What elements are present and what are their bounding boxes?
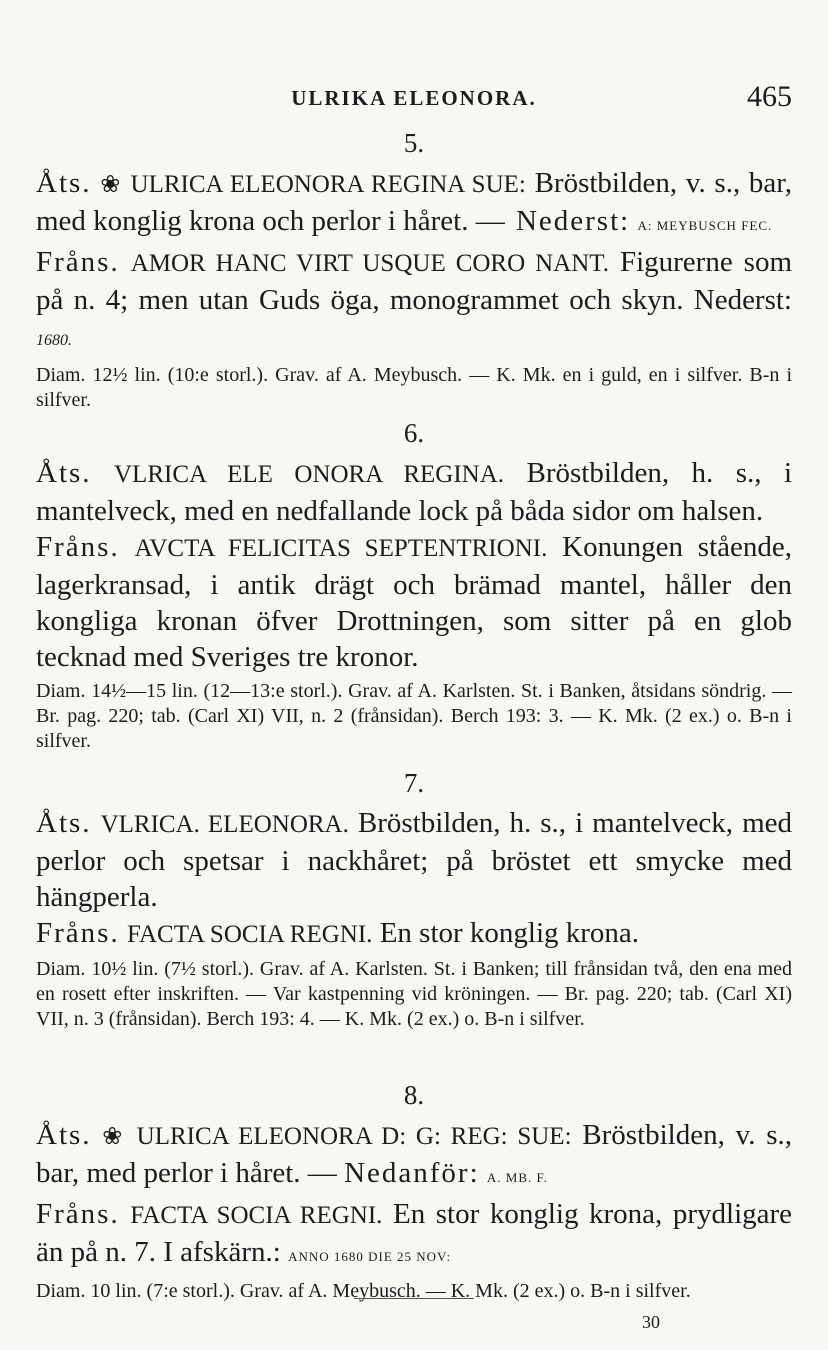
obverse-description: Bröstbilden, h. s., i mantelveck, med en nedfallande lock på båda sidor om halsen. xyxy=(36,457,793,527)
entry-note: Diam. 10 lin. (7:e storl.). Grav. af A. Meybusch. — K. Mk. (2 ex.) o. B-n i silfver. xyxy=(36,1280,691,1302)
obverse-paragraph xyxy=(36,455,792,529)
engraver-signature: A: MEYBUSCH FEC. xyxy=(637,218,773,233)
reverse-paragraph xyxy=(36,244,792,359)
reverse-description: Figurerne som på n. 4; men utan Guds öga, monogrammet och skyn. xyxy=(36,246,793,316)
page-footer xyxy=(36,1298,792,1338)
entry-note: Diam. 14½—15 lin. (12—13:e storl.). Grav. af A. Karlsten. St. i Banken, åtsidans söndrig. — Br. pag. 220; tab. (Carl XI) VII, n. 2 (frånsidan). Berch 193: 3. — K. Mk. (2 ex.) o. B-n i silfver. xyxy=(36,680,792,752)
obverse-legend: ULRICA ELEONORA D: G: REG: SUE: xyxy=(136,1123,572,1150)
reverse-label: Fråns. xyxy=(36,1198,120,1230)
rosette-icon: ❀ xyxy=(100,172,122,198)
obverse-legend: ULRICA ELEONORA REGINA SUE: xyxy=(130,171,526,198)
reverse-legend: FACTA SOCIA REGNI. xyxy=(126,921,373,948)
below-label: Nedanför: xyxy=(344,1157,480,1189)
medal-entry-8 xyxy=(36,1080,792,1304)
obverse-paragraph xyxy=(36,805,792,915)
reverse-below-label: Nederst: xyxy=(693,284,792,316)
reverse-description: En stor konglig krona, prydligare än på n. 7. I afskärn.: xyxy=(36,1198,793,1268)
obverse-label: Åts. xyxy=(36,457,92,489)
reverse-exergue: ANNO 1680 DIE 25 NOV: xyxy=(288,1249,452,1264)
engraver-signature: A. MB. F. xyxy=(486,1170,548,1185)
reverse-description: Konungen stående, lagerkransad, i antik drägt och brämad mantel, håller den kongliga kronan öfver Drottningen, som sitter på en glob tecknad med Sveriges tre kronor. xyxy=(36,531,793,673)
reverse-legend: AMOR HANC VIRT USQUE CORO NANT. xyxy=(130,250,609,277)
obverse-label: Åts. xyxy=(36,807,92,839)
rosette-icon: ❀ xyxy=(102,1124,126,1150)
obverse-paragraph xyxy=(36,165,792,244)
obverse-legend: VLRICA ELE ONORA REGINA. xyxy=(114,461,505,488)
obverse-description: Bröstbilden, v. s., bar, med konglig krona och perlor i håret. xyxy=(36,167,793,237)
entry-number: 5. xyxy=(403,128,425,158)
reverse-paragraph xyxy=(36,529,792,675)
entry-number: 6. xyxy=(403,418,425,448)
page-number: 465 xyxy=(747,80,792,113)
below-label: — Nederst: xyxy=(475,205,631,237)
reverse-label: Fråns. xyxy=(36,531,120,563)
obverse-label: Åts. xyxy=(36,1119,92,1151)
reverse-paragraph xyxy=(36,1196,792,1275)
reverse-label: Fråns. xyxy=(36,917,120,949)
medal-entry-7 xyxy=(36,768,792,1032)
reverse-below-value: 1680. xyxy=(36,332,72,349)
entry-number: 8. xyxy=(403,1080,425,1110)
reverse-description: En stor konglig krona. xyxy=(379,917,640,949)
medal-entry-6 xyxy=(36,418,792,754)
obverse-paragraph xyxy=(36,1117,792,1196)
obverse-description: Bröstbilden, v. s., bar, med perlor i håret. — xyxy=(36,1119,793,1189)
medal-entry-5 xyxy=(36,128,792,413)
reverse-legend: AVCTA FELICITAS SEPTENTRIONI. xyxy=(134,535,548,562)
running-title: ULRIKA ELEONORA. xyxy=(291,86,537,110)
obverse-legend: VLRICA. ELEONORA. xyxy=(100,811,349,838)
page-header xyxy=(36,80,792,120)
entry-note: Diam. 12½ lin. (10:e storl.). Grav. af A. Meybusch. — K. Mk. en i guld, en i silfver. B-n i silfver. xyxy=(36,364,792,411)
footer-rule xyxy=(354,1298,474,1299)
reverse-paragraph xyxy=(36,915,792,953)
entry-number: 7. xyxy=(403,768,425,798)
obverse-label: Åts. xyxy=(36,167,92,199)
signature-mark: 30 xyxy=(642,1312,660,1332)
entry-note: Diam. 10½ lin. (7½ storl.). Grav. af A. Karlsten. St. i Banken; till frånsidan två, den ena med en rosett efter inskriften. — Var kastpenning vid kröningen. — Br. pag. 220; tab. (Carl XI) VII, n. 3 (frånsidan). Berch 193: 4. — K. Mk. (2 ex.) o. B-n i silfver. xyxy=(36,958,792,1030)
reverse-label: Fråns. xyxy=(36,246,120,278)
reverse-legend: FACTA SOCIA REGNI. xyxy=(130,1202,383,1229)
obverse-description: Bröstbilden, h. s., i mantelveck, med perlor och spetsar i nackhåret; på bröstet ett smycke med hängperla. xyxy=(36,807,793,913)
